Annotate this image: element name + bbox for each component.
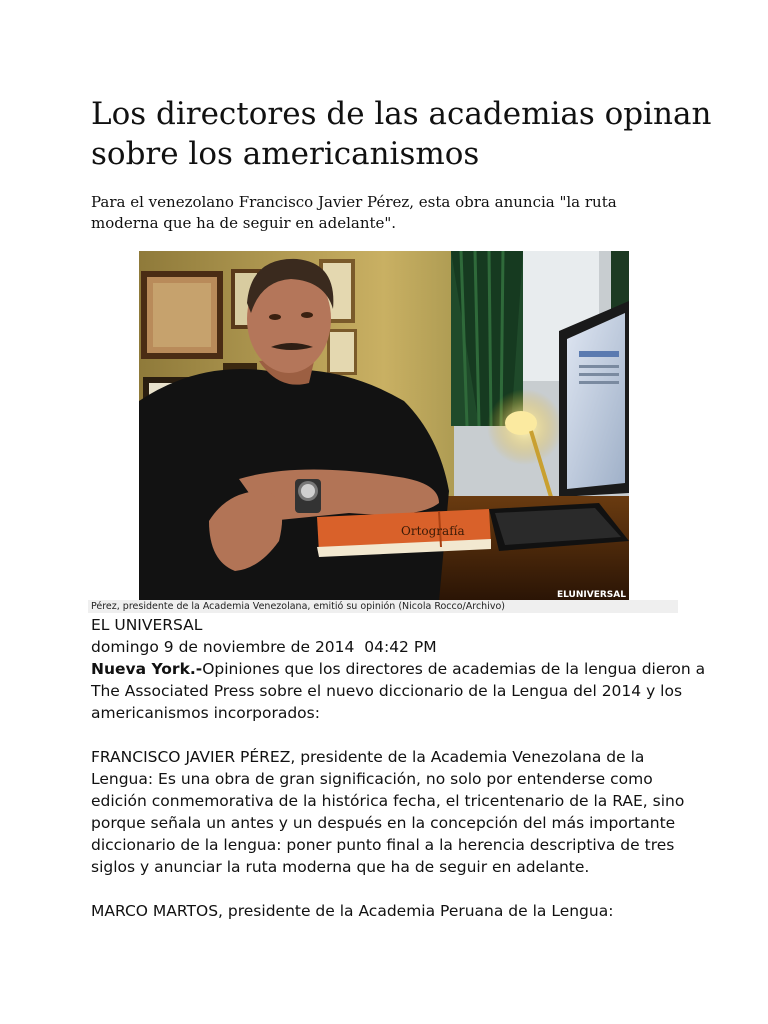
article-body bbox=[91, 614, 711, 922]
article-title: Los directores de las academias opinan sobre los americanismos bbox=[91, 96, 712, 172]
article-location: Nueva York.- bbox=[91, 660, 203, 678]
article-paragraph-martos: MARCO MARTOS, presidente de la Academia Peruana de la Lengua: bbox=[91, 902, 614, 920]
book-label: Ortografía bbox=[401, 524, 465, 538]
article-photo bbox=[139, 251, 629, 601]
article-lead-paragraph bbox=[91, 658, 711, 724]
photo-caption: Pérez, presidente de la Academia Venezolana, emitió su opinión (Nicola Rocco/Archivo) bbox=[91, 601, 505, 612]
article-paragraph-perez: FRANCISCO JAVIER PÉREZ, presidente de la Academia Venezolana de la Lengua: Es una obra de gran significación, no solo por entenderse como edición conmemorativa de la histórica fecha, el tricentenario de la RAE, sino porque señala un antes y un después en la concepción del más importante diccionario de la lengua: poner punto final a la herencia descriptiva de tres siglos y anunciar la ruta moderna que ha de seguir en adelante. bbox=[91, 748, 685, 876]
article-dateline: domingo 9 de noviembre de 2014 04:42 PM bbox=[91, 638, 437, 656]
photo-watermark: ELUNIVERSAL bbox=[557, 590, 626, 600]
article-source: EL UNIVERSAL bbox=[91, 616, 203, 634]
article-subtitle: Para el venezolano Francisco Javier Pérez, esta obra anuncia "la ruta moderna que ha de seguir en adelante". bbox=[91, 193, 617, 232]
article-lead: Opiniones que los directores de academias de la lengua dieron a The Associated Press sobre el nuevo diccionario de la Lengua del 2014 y los americanismos incorporados: bbox=[91, 660, 706, 722]
